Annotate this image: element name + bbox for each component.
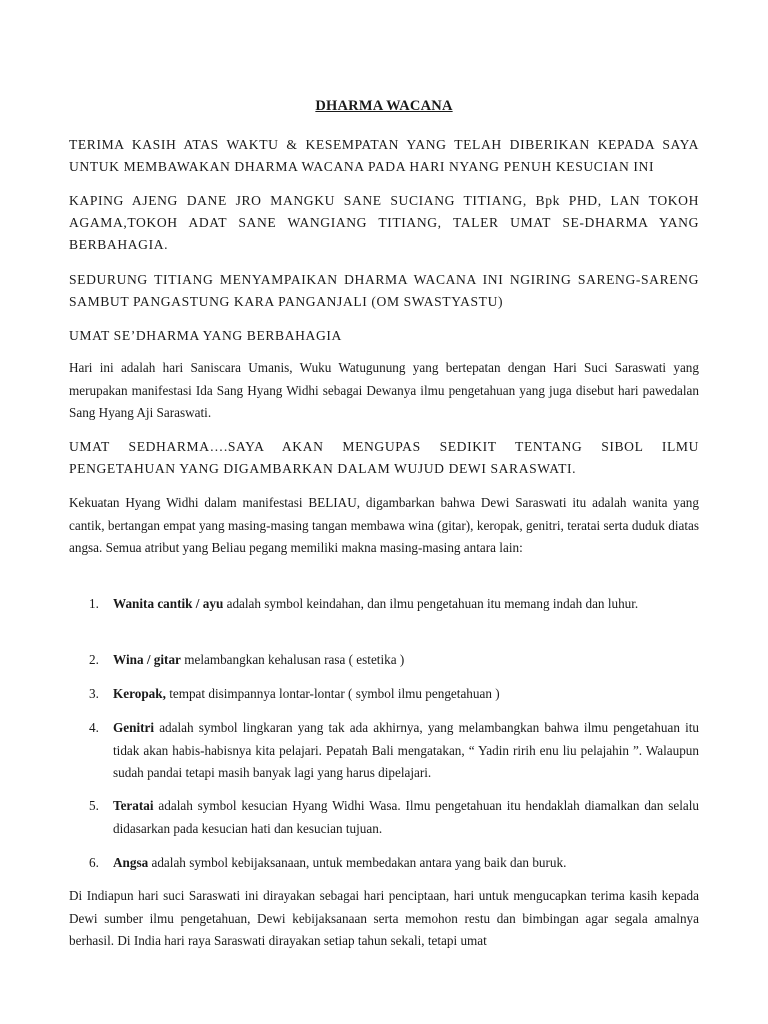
paragraph-opening: SEDURUNG TITIANG MENYAMPAIKAN DHARMA WACANA INI NGIRING SARENG-SARENG SAMBUT PANGASTUNG KARA PANGANJALI (OM SWASTYASTU)	[69, 272, 699, 309]
list-item	[89, 683, 699, 706]
list-number: 1.	[89, 596, 99, 611]
list-term: Wanita cantik / ayu	[113, 596, 224, 611]
list-item	[89, 649, 699, 672]
paragraph-description: Kekuatan Hyang Widhi dalam manifestasi BELIAU, digambarkan bahwa Dewi Saraswati itu adalah wanita yang cantik, bertangan empat yang masing-masing tangan membawa wina (gitar), keropak, genitri, teratai serta duduk diatas angsa. Semua atribut yang Beliau pegang memiliki makna masing-masing antara lain:	[69, 495, 699, 555]
list-item	[89, 852, 699, 875]
list-item	[89, 593, 699, 616]
list-term: Keropak,	[113, 686, 166, 701]
list-item	[89, 717, 699, 785]
list-number: 5.	[89, 798, 99, 813]
list-text: adalah symbol kebijaksanaan, untuk membedakan antara yang baik dan buruk.	[148, 855, 567, 870]
list-term: Angsa	[113, 855, 149, 870]
paragraph-greeting: KAPING AJENG DANE JRO MANGKU SANE SUCIANG TITIANG, Bpk PHD, LAN TOKOH AGAMA,TOKOH ADAT SANE WANGIANG TITIANG, TALER UMAT SE-DHARMA YANG BERBAHAGIA.	[69, 193, 699, 252]
page-title: DHARMA WACANA	[315, 98, 453, 114]
list-text: adalah symbol kesucian Hyang Widhi Wasa. Ilmu pengetahuan itu hendaklah diamalkan dan selalu didasarkan pada kesucian hati dan kesucian tujuan.	[113, 798, 699, 836]
list-number: 2.	[89, 652, 99, 667]
paragraph-address: UMAT SE’DHARMA YANG BERBAHAGIA	[69, 328, 342, 343]
list-term: Teratai	[113, 798, 154, 813]
list-text: adalah symbol keindahan, dan ilmu pengetahuan itu memang indah dan luhur.	[223, 596, 639, 611]
list-text: tempat disimpannya lontar-lontar ( symbol ilmu pengetahuan )	[165, 686, 500, 701]
list-text: melambangkan kehalusan rasa ( estetika )	[180, 652, 405, 667]
list-term: Wina / gitar	[113, 652, 181, 667]
list-item	[89, 795, 699, 840]
list-term: Genitri	[113, 720, 155, 735]
paragraph-india: Di Indiapun hari suci Saraswati ini dirayakan sebagai hari penciptaan, hari untuk mengucapkan terima kasih kepada Dewi sumber ilmu pengetahuan, Dewi kebijaksanaan serta memohon restu dan bimbingan agar segala amalnya berhasil. Di India hari raya Saraswati dirayakan setiap tahun sekali, tetapi umat	[69, 888, 699, 948]
list-number: 6.	[89, 855, 99, 870]
paragraph-saraswati-day: Hari ini adalah hari Saniscara Umanis, Wuku Watugunung yang bertepatan dengan Hari Suci Saraswati yang merupakan manifestasi Ida Sang Hyang Widhi sebagai Dewanya ilmu pengetahuan yang juga disebut hari pawedalan Sang Hyang Aji Saraswati.	[69, 360, 699, 420]
paragraph-thanks: TERIMA KASIH ATAS WAKTU & KESEMPATAN YANG TELAH DIBERIKAN KEPADA SAYA UNTUK MEMBAWAKAN DHARMA WACANA PADA HARI NYANG PENUH KESUCIAN INI	[69, 137, 699, 174]
list-text: adalah symbol lingkaran yang tak ada akhirnya, yang melambangkan bahwa ilmu pengetahuan itu tidak akan habis-habisnya kita pelajari. Pepatah Bali mengatakan, “ Yadin ririh enu liu pelajahin ”. Walaupun sudah pandai tetapi masih banyak lagi yang harus dipelajari.	[113, 720, 699, 780]
list-number: 3.	[89, 686, 99, 701]
paragraph-symbol-intro: UMAT SEDHARMA….SAYA AKAN MENGUPAS SEDIKIT TENTANG SIBOL ILMU PENGETAHUAN YANG DIGAMBARKAN DALAM WUJUD DEWI SARASWATI.	[69, 439, 699, 476]
list-number: 4.	[89, 720, 99, 735]
